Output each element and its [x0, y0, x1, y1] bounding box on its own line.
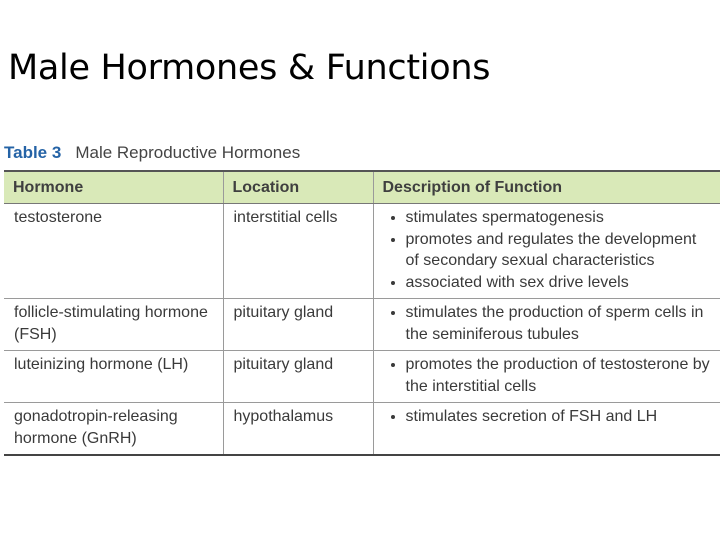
table-row [4, 403, 720, 456]
cell-location: pituitary gland [223, 299, 373, 351]
cell-location: interstitial cells [223, 204, 373, 299]
function-item: • associated with sex drive levels [406, 272, 712, 294]
cell-functions [373, 403, 720, 456]
hormone-table [4, 170, 720, 456]
function-item: • stimulates the production of sperm cells in the seminiferous tubules [406, 302, 712, 345]
function-item: • promotes and regulates the development of secondary sexual characteristics [406, 229, 712, 272]
function-list [384, 207, 712, 293]
function-list [384, 354, 712, 397]
function-item: • stimulates secretion of FSH and LH [406, 406, 712, 428]
function-item: • stimulates spermatogenesis [406, 207, 712, 229]
table-row [4, 351, 720, 403]
cell-location: hypothalamus [223, 403, 373, 456]
cell-functions [373, 351, 720, 403]
function-list [384, 302, 712, 345]
table-row [4, 299, 720, 351]
slide-title: Male Hormones & Functions [8, 48, 491, 88]
table-caption [4, 142, 720, 164]
cell-functions [373, 299, 720, 351]
table-title: Male Reproductive Hormones [75, 143, 301, 162]
function-item: • promotes the production of testosterone by the interstitial cells [406, 354, 712, 397]
function-list [384, 406, 712, 428]
table-row [4, 204, 720, 299]
table-label: Table 3 [4, 143, 62, 162]
header-description: Description of Function [373, 171, 720, 204]
hormone-table-block [4, 142, 720, 456]
cell-hormone: luteinizing hormone (LH) [4, 351, 223, 403]
cell-hormone: gonadotropin-releasing hormone (GnRH) [4, 403, 223, 456]
cell-hormone: follicle-stimulating hormone (FSH) [4, 299, 223, 351]
table-header-row [4, 171, 720, 204]
cell-location: pituitary gland [223, 351, 373, 403]
cell-hormone: testosterone [4, 204, 223, 299]
header-location: Location [223, 171, 373, 204]
cell-functions [373, 204, 720, 299]
header-hormone: Hormone [4, 171, 223, 204]
